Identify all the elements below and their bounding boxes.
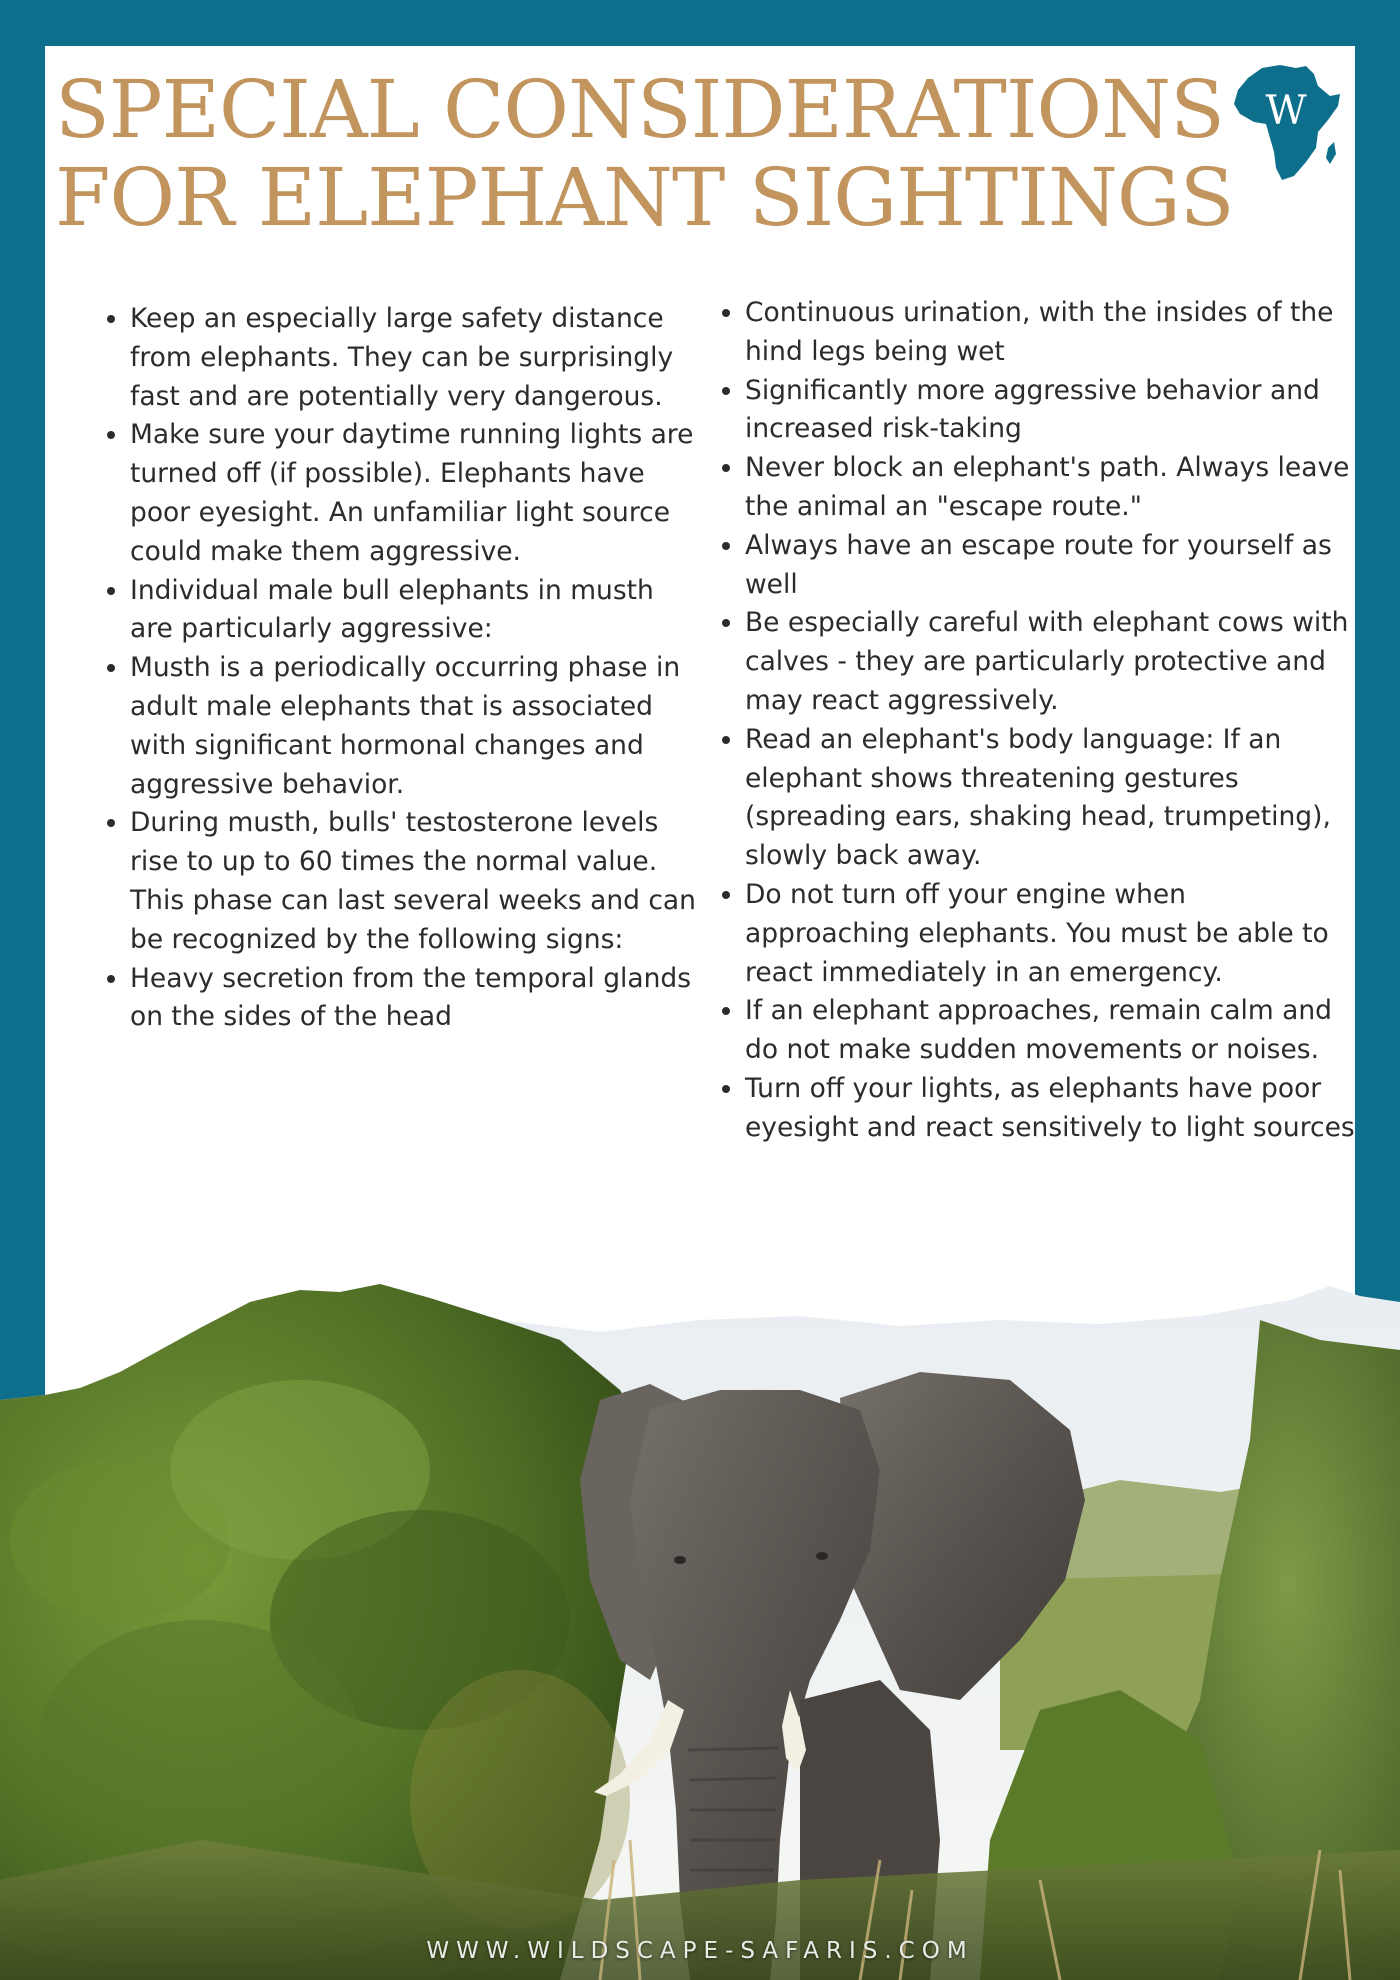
page-title-line-1: SPECIAL CONSIDERATIONS <box>55 63 1224 156</box>
list-item: • Be especially careful with elephant cows with calves - they are particularly protective and may react aggressively. <box>745 604 1355 720</box>
africa-map-logo-icon <box>1232 62 1344 184</box>
logo-letter: W <box>1265 88 1307 134</box>
list-item: • Turn off your lights, as elephants have poor eyesight and react sensitively to light sources <box>745 1070 1355 1148</box>
website-url[interactable]: WWW.WILDSCAPE-SAFARIS.COM <box>426 1938 974 1964</box>
list-item: • Musth is a periodically occurring phase in adult male elephants that is associated with significant hormonal changes and aggressive behavior. <box>130 649 702 804</box>
list-item: • Individual male bull elephants in musth are particularly aggressive: <box>130 572 702 650</box>
elephant-photo <box>0 1280 1400 1980</box>
page-title-line-2: FOR ELEPHANT SIGHTINGS <box>55 151 1234 244</box>
left-bullet-list <box>102 300 702 1037</box>
list-item: • Keep an especially large safety distance from elephants. They can be surprisingly fast and are potentially very dangerous. <box>130 300 702 416</box>
list-item: • Significantly more aggressive behavior and increased risk-taking <box>745 372 1355 450</box>
list-item: • Make sure your daytime running lights are turned off (if possible). Elephants have poor eyesight. An unfamiliar light source could make them aggressive. <box>130 416 702 571</box>
list-item: • During musth, bulls' testosterone levels rise to up to 60 times the normal value. This phase can last several weeks and can be recognized by the following signs: <box>130 804 702 959</box>
page-title <box>55 63 1234 244</box>
list-item: • Heavy secretion from the temporal glands on the sides of the head <box>130 960 702 1038</box>
list-item: • Do not turn off your engine when approaching elephants. You must be able to react immediately in an emergency. <box>745 876 1355 992</box>
list-item: • Read an elephant's body language: If an elephant shows threatening gestures (spreading ears, shaking head, trumpeting), slowly back away. <box>745 721 1355 876</box>
right-bullet-list <box>717 294 1355 1148</box>
list-item: • If an elephant approaches, remain calm and do not make sudden movements or noises. <box>745 992 1355 1070</box>
list-item: • Never block an elephant's path. Always leave the animal an "escape route." <box>745 449 1355 527</box>
list-item: • Continuous urination, with the insides of the hind legs being wet <box>745 294 1355 372</box>
list-item: • Always have an escape route for yourself as well <box>745 527 1355 605</box>
